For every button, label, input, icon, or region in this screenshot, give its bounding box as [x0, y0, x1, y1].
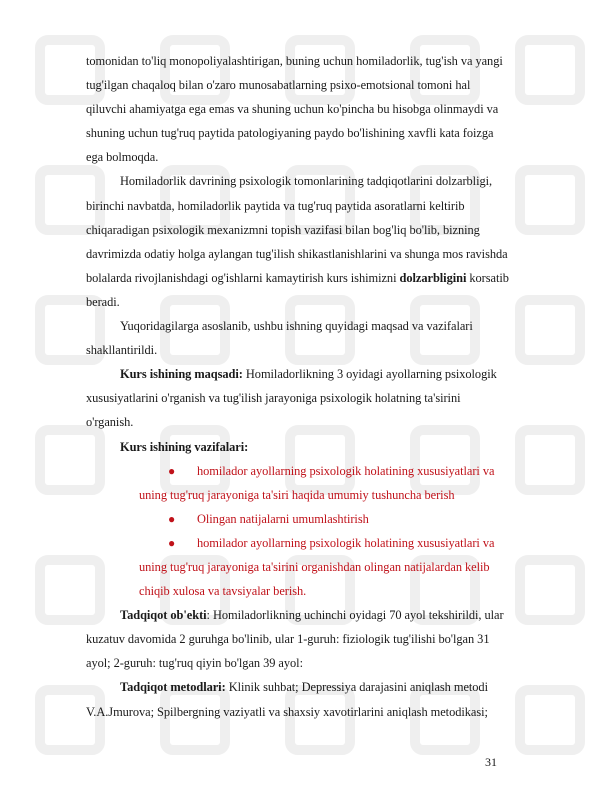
task-item — [86, 531, 572, 555]
task-text: homilador ayollarning psixologik holatining xususiyatlari va — [197, 463, 495, 478]
text-line: qiluvchi ahamiyatga ega emas va shuning uchun ko'pincha bu hisobga olinmaydi va — [86, 102, 499, 117]
relevance-bold-word: dolzarbligini — [399, 270, 467, 285]
text-line: V.A.Jmurova; Spilbergning vaziyatli va shaxsiy xavotirlarini aniqlash metodikasi; — [86, 704, 488, 719]
text-line: o'rganish. — [86, 415, 134, 430]
text-line: shuning uchun tug'ruq paytida patologiyaning paydo bo'lishining xavfli kata foizga — [86, 126, 494, 141]
methods-line — [86, 675, 572, 699]
text-span: : Homiladorlikning uchinchi oyidagi 70 ayol tekshirildi, ular — [206, 608, 504, 623]
task-text-continuation: chiqib xulosa va tavsiyalar berish. — [139, 584, 307, 599]
text-span: korsatib — [466, 270, 509, 285]
text-line: shakllantirildi. — [86, 343, 158, 358]
page-number: 31 — [485, 755, 497, 769]
goal-label: Kurs ishining maqsadi: — [120, 367, 243, 382]
body-text — [86, 49, 572, 724]
task-text: homilador ayollarning psixologik holatining xususiyatlari va — [197, 535, 495, 550]
text-line: xususiyatlarini o'rganish va tug'ilish jarayoniga psixologik holatning ta'sirini — [86, 391, 461, 406]
bullet-icon: ● — [168, 463, 176, 478]
task-text-continuation: uning tug'ruq jarayoniga ta'siri haqida umumiy tushuncha berish — [139, 487, 455, 502]
methods-label: Tadqiqot metodlari: — [120, 680, 226, 695]
text-line: Homiladorlik davrining psixologik tomonlarining tadqiqotlarini dolzarbligi, — [120, 174, 493, 189]
text-line: tomonidan to'liq monopoliyalashtirigan, buning uchun homiladorlik, tug'ish va yangi — [86, 54, 503, 68]
text-line: beradi. — [86, 294, 120, 309]
text-line: kuzatuv davomida 2 guruhga bo'linib, ular 1-guruh: fiziologik tug'ilishi bo'lgan 31 — [86, 632, 490, 647]
text-line: davrimizda odatiy holga aylangan tug'ilish shikastlanishlarini va shunga mos ravishda — [86, 246, 508, 261]
text-span: bolalarda rivojlanishdagi og'ishlarni kamaytirish kurs ishimizni — [86, 270, 400, 285]
text-line: Yuqoridagilarga asoslanib, ushbu ishning quyidagi maqsad va vazifalari — [120, 319, 473, 334]
text-span: Klinik suhbat; Depressiya darajasini aniqlash metodi — [225, 680, 488, 695]
object-label: Tadqiqot ob'ekti — [120, 608, 207, 623]
object-line — [86, 603, 572, 627]
text-span: Homiladorlikning 3 oyidagi ayollarning psixologik — [242, 367, 497, 382]
task-text: Olingan natijalarni umumlashtirish — [197, 511, 369, 526]
task-item — [86, 459, 572, 483]
goal-line — [86, 362, 572, 386]
bullet-icon: ● — [168, 511, 176, 526]
bullet-icon: ● — [168, 535, 176, 550]
text-line: ega bolmoqda. — [86, 150, 159, 165]
task-text-continuation: uning tug'ruq jarayoniga ta'sirini organishdan olingan natijalardan kelib — [139, 559, 490, 574]
text-line: chiqaradigan psixologik mexanizmni topish vazifasi bilan bog'liq bo'lib, bizning — [86, 222, 480, 237]
task-item — [86, 507, 572, 531]
text-line: ayol; 2-guruh: tug'ruq qiyin bo'lgan 39 ayol: — [86, 656, 303, 671]
text-line: tug'ilgan chaqaloq bilan o'zaro munosabatlarning psixo-emotsional tomoni hal — [86, 78, 471, 93]
text-line: birinchi navbatda, homiladorlik paytida va tug'ruq paytida asoratlarni keltirib — [86, 198, 465, 213]
text-line — [86, 266, 572, 290]
tasks-label: Kurs ishining vazifalari: — [120, 439, 249, 454]
